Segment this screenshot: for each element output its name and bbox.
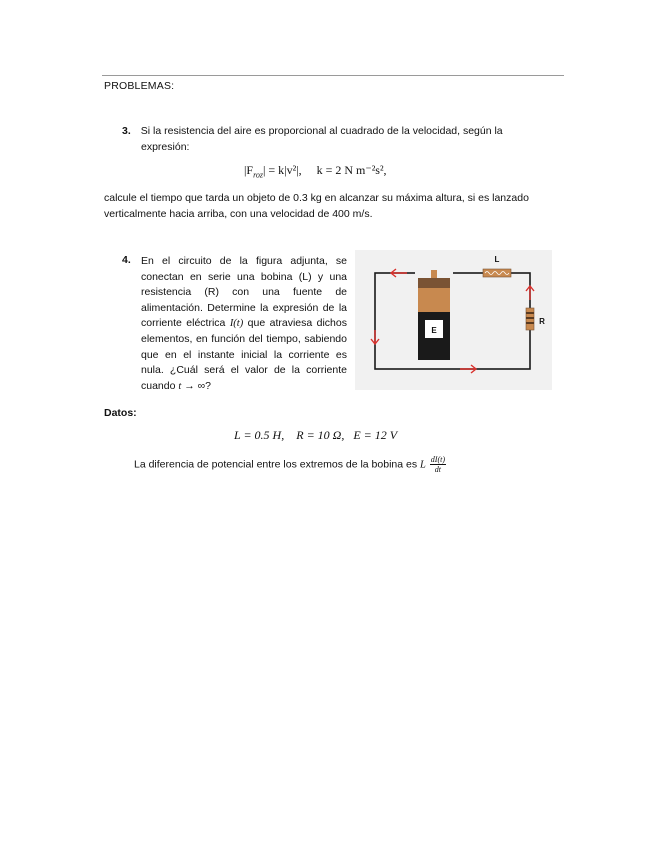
data-values bbox=[234, 428, 397, 443]
bobina-text: La diferencia de potencial entre los extremos de la bobina es L $\frac{dI(t)}{dt}$ bbox=[134, 455, 445, 474]
derivative-fraction: $\frac{dI(t)}{dt}$ bbox=[430, 455, 445, 474]
resistor bbox=[526, 308, 545, 330]
data-title: Datos: bbox=[104, 407, 137, 419]
section-header: PROBLEMAS: bbox=[104, 80, 175, 92]
top-rule bbox=[102, 75, 564, 76]
arrow-right-bottom bbox=[460, 365, 476, 373]
arrow-up-right bbox=[526, 286, 534, 300]
problem4-number: 4. bbox=[122, 254, 131, 266]
problem3-line2: expresión: bbox=[141, 141, 190, 153]
data-L: L = 0.5 H, bbox=[234, 428, 285, 442]
problem3-number: 3. bbox=[122, 125, 131, 137]
problem4-text: En el circuito de la figura adjunta, se conectan en serie una bobina (L) y una resistencia (R) con una fuente de alimentación. Determine la expresión de la corriente eléctrica I(t) que atraviesa dichos elementos, en función del tiempo, sabiendo que en el instante inicial la corriente es nula. ¿Cuál será el valor de la corriente cuando t → ∞? bbox=[141, 255, 347, 392]
problem3-formula: $|F_{roz}| = k|v^2|$, k = 2 N m⁻²s², bbox=[244, 163, 387, 180]
resistor-label-R: R bbox=[539, 317, 545, 326]
arrow-left-top bbox=[391, 269, 407, 277]
inductor-coil bbox=[483, 255, 511, 277]
battery-label-E: E bbox=[431, 326, 437, 335]
data-R: R = 10 Ω, bbox=[296, 428, 345, 442]
problem3-line1 bbox=[122, 125, 552, 137]
problem3-continuation: calcule el tiempo que tarda un objeto de 0.3 kg en alcanzar su máxima altura, si es lanzado verticalmente hacia arriba, con una velocidad de 400 m/s. bbox=[104, 192, 529, 220]
circuit-figure bbox=[355, 250, 552, 390]
problem3-line1-text: Si la resistencia del aire es proporcional al cuadrado de la velocidad, según la bbox=[140, 125, 503, 137]
battery bbox=[415, 270, 453, 362]
inductor-label-L: L bbox=[494, 255, 500, 264]
arrow-down-left bbox=[371, 330, 379, 344]
circuit-diagram bbox=[355, 250, 552, 390]
data-E: E = 12 V bbox=[353, 428, 398, 442]
